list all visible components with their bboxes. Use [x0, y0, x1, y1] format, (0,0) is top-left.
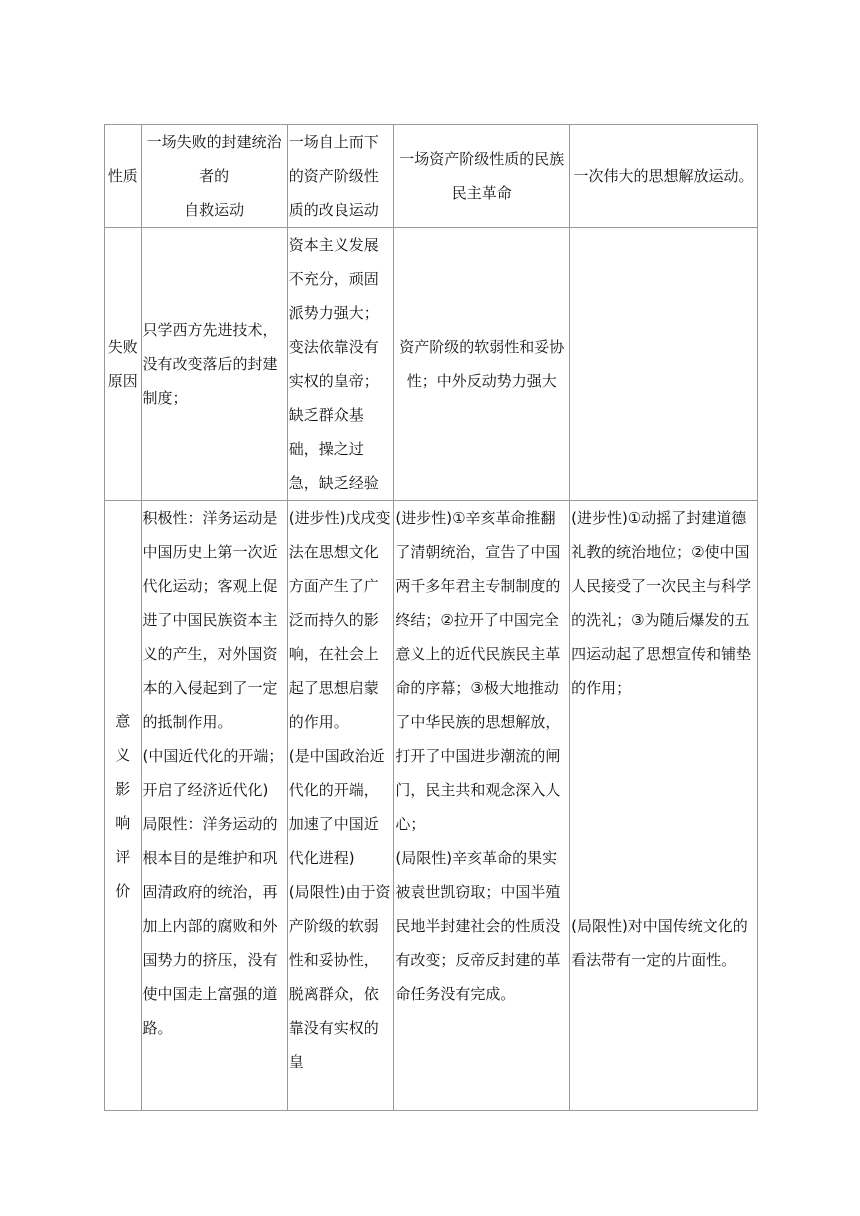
label-char: 评: [115, 847, 131, 866]
spacer: [571, 841, 756, 909]
row-label-nature: 性质: [105, 125, 142, 228]
row-failure: [105, 228, 758, 501]
cell-failure-xinhai: 资产阶级的软弱性和妥协性；中外反动势力强大: [394, 228, 570, 501]
label-char: 意: [115, 711, 131, 730]
xinwenhua-positive: (进步性)①动摇了封建道德礼教的统治地位；②使中国人民接受了一次民主与科学的洗礼；③为随后爆发的五四运动起了思想宣传和铺垫的作用；: [571, 509, 752, 697]
cell-failure-wuxu: 资本主义发展不充分，顽固派势力强大；变法依靠没有实权的皇帝；缺乏群众基础，操之过急，缺乏经验: [287, 228, 394, 501]
label-char: 响: [115, 813, 131, 832]
cell-significance-wuxu: (进步性)戊戌变法在思想文化方面产生了广泛而持久的影响，在社会上起了思想启蒙的作用。 (是中国政治近代化的开端，加速了中国近代化进程) (局限性)由于资产阶级的软弱性和妥协性，脱离群众，依靠没有实权的皇: [287, 501, 394, 1111]
xinhai-positive: (进步性)①辛亥革命推翻了清朝统治，宣告了中国两千多年君主专制制度的终结；②拉开了中国完全意义上的近代民族民主革命的序幕；③极大地推动了中华民族的思想解放，打开了中国进步潮流的闸门，民主共和观念深入人心；: [395, 509, 561, 833]
cell-nature-yangwu: 一场失败的封建统治者的 自救运动: [141, 125, 287, 228]
cell-significance-xinwenhua: [570, 501, 758, 1111]
comparison-table: [104, 124, 758, 1111]
cell-nature-xinwenhua: 一次伟大的思想解放运动。: [570, 125, 758, 228]
cell-failure-xinwenhua: [570, 228, 758, 501]
xinhai-limitation: (局限性)辛亥革命的果实被袁世凯窃取；中国半殖民地半封建社会的性质没有改变；反帝反封建的革命任务没有完成。: [395, 849, 561, 1003]
spacer: [571, 773, 756, 841]
cell-nature-xinhai: 一场资产阶级性质的民族民主革命: [394, 125, 570, 228]
cell-failure-yangwu: 只学西方先进技术，没有改变落后的封建制度；: [141, 228, 287, 501]
cell-significance-yangwu: 积极性：洋务运动是中国历史上第一次近代化运动；客观上促进了中国民族资本主义的产生，对外国资本的入侵起到了一定的抵制作用。 (中国近代化的开端；开启了经济近代化) 局限性：洋务运动的根本目的是维护和巩固清政府的统治，再加上内部的腐败和外国势力的挤压，没有使中国走上富强的道路。: [141, 501, 287, 1111]
row-label-failure: 失败原因: [105, 228, 142, 501]
row-label-significance: [105, 501, 142, 1111]
label-char: 义: [115, 745, 131, 764]
label-char: 价: [115, 881, 131, 900]
cell-nature-wuxu: 一场自上而下的资产阶级性质的改良运动: [287, 125, 394, 228]
xinwenhua-limitation: (局限性)对中国传统文化的看法带有一定的片面性。: [571, 917, 748, 969]
spacer: [571, 705, 756, 773]
cell-significance-xinhai: [394, 501, 570, 1111]
label-char: 影: [115, 779, 131, 798]
row-nature: [105, 125, 758, 228]
row-significance: [105, 501, 758, 1111]
